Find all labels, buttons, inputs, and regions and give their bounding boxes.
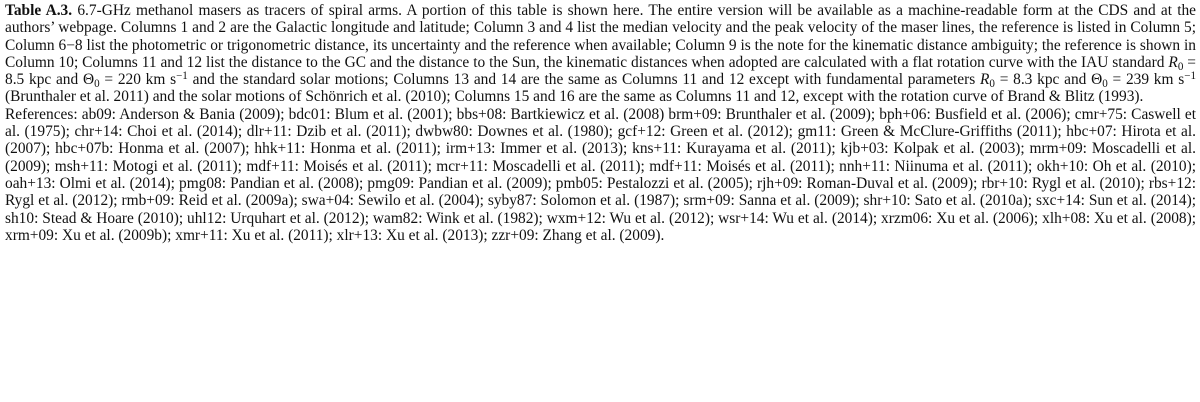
table-label: Table A.3. (5, 2, 73, 19)
caption-text-part-2: and the standard solar motions; Columns 13 and 14 are the same as Columns 11 and 12 except with fundamental parameters (187, 71, 980, 89)
r0-symbol-2: $R_0$ (980, 71, 995, 90)
caption-text-part-3: (Brunthaler et al. 2011) and the solar motions of Schönrich et al. (2010); Columns 15 and 16 are the same as Columns 11 and 12, except with the rotation curve of Brand & Blitz (1993). (5, 88, 1144, 106)
caption-text-part-1: 6.7-GHz methanol masers as tracers of spiral arms. A portion of this table is shown here. The entire version will be available as a machine-readable form at the CDS and at the authors’ webpage. Columns 1 and 2 are the Galactic longitude and latitude; Column 3 and 4 list the median velocity and the peak velocity of the maser lines, the reference is listed in Column 5; Column 6−8 list the photometric or trigonometric distance, its uncertainty and the reference when available; Column 9 is the note for the kinematic distance ambiguity; the reference is shown in Column 10; Columns 11 and 12 list the distance to the GC and the distance to the Sun, the kinematic distances when adopted are calculated with a flat rotation curve with the IAU standard (5, 2, 1197, 71)
theta0-symbol-2: $\Theta_0$ (1091, 71, 1108, 90)
r0-value-iau: = 8.5 kpc and (5, 53, 1196, 89)
theta0-value-fundamental: = 239 km s (1107, 71, 1185, 89)
references-paragraph: References: ab09: Anderson & Bania (2009); bdc01: Blum et al. (2001); bbs+08: Bartkiewicz et al. (2008) brm+09: Brunthaler et al. (2009); bph+06: Busfield et al. (2006); cmr+75: Caswell et al. (1975); chr+14: Choi et al. (2014); dlr+11: Dzib et al. (2011); dwbw80: Downes et al. (1980); gcf+12: Green et al. (2012); gm11: Green & McClure-Griffiths (2011); hbc+07: Hirota et al. (2007); hbc+07b: Honma et al. (2007); hhk+11: Honma et al. (2011); irm+13: Immer et al. (2013); kns+11: Kurayama et al. (2011); kjb+03: Kolpak et al. (2003); mrm+09: Moscadelli et al. (2009); msh+11: Motogi et al. (2011); mdf+11: Moisés et al. (2011); mcr+11: Moscadelli et al. (2011); mdf+11: Moisés et al. (2011); nnh+11: Niinuma et al. (2011); okh+10: Oh et al. (2010); oah+13: Olmi et al. (2014); pmg08: Pandian et al. (2008); pmg09: Pandian et al. (2009); pmb05: Pestalozzi et al. (2005); rjh+09: Roman-Duval et al. (2009); rbr+10: Rygl et al. (2010); rbs+12: Rygl et al. (2012); rmb+09: Reid et al. (2009a); swa+04: Sewilo et al. (2004); syby87: Solomon et al. (1987); srm+09: Sanna et al. (2009); shr+10: Sato et al. (2010a); sxc+14: Sun et al. (2014); sh10: Stead & Hoare (2010); uhl12: Urquhart et al. (2012); wam82: Wink et al. (1982); wxm+12: Wu et al. (2012); wsr+14: Wu et al. (2014); xrzm06: Xu et al. (2006); xlh+08: Xu et al. (2008); xrm+09: Xu et al. (2009b); xmr+11: Xu et al. (2011); xlr+13: Xu et al. (2013); zzr+09: Zhang et al. (2009). (5, 105, 1196, 244)
r0-symbol: $R_0$ (1168, 53, 1184, 73)
unit-exponent: −1 (176, 70, 188, 83)
table-caption (5, 0, 1196, 106)
theta0-symbol: $\Theta_0$ (82, 71, 100, 90)
r0-value-fundamental: = 8.3 kpc and (994, 71, 1092, 89)
theta0-value-iau: = 220 km s (99, 71, 177, 89)
unit-exponent-2: −1 (1184, 70, 1196, 83)
